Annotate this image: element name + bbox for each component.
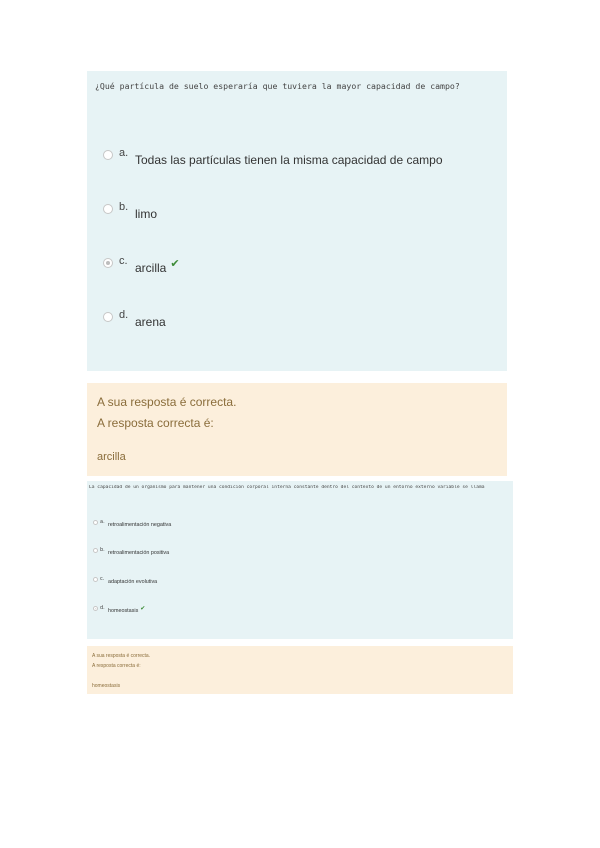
- question-1-option-d[interactable]: [103, 309, 166, 329]
- radio-button-selected[interactable]: [103, 258, 113, 268]
- question-2-text: La capacidad de un organismo para mantener una condición corporal interna constante dentro del contexto de un entorno externo variable se llama: [89, 485, 485, 490]
- option-label: homeostasis: [108, 608, 139, 614]
- option-letter: b.: [119, 201, 129, 213]
- feedback-correct-label: A resposta correcta é:: [97, 416, 214, 430]
- radio-button[interactable]: [103, 150, 113, 160]
- option-letter: a.: [119, 147, 129, 159]
- question-1-text: ¿Qué partícula de suelo esperaría que tuviera la mayor capacidad de campo?: [95, 81, 460, 91]
- question-1-card: [87, 71, 507, 371]
- option-label: arcilla: [135, 261, 167, 275]
- option-letter: c.: [119, 255, 128, 267]
- feedback-correct-label: A resposta correcta é:: [92, 663, 141, 669]
- option-letter: a.: [100, 519, 105, 525]
- feedback-status: A sua resposta é correcta.: [97, 395, 237, 409]
- feedback-status: A sua resposta é correcta.: [92, 653, 151, 659]
- question-2-option-c[interactable]: [93, 576, 157, 585]
- question-1-option-b[interactable]: [103, 201, 157, 221]
- option-label: adaptación evolutiva: [108, 579, 158, 585]
- option-label: retroalimentación negativa: [108, 522, 172, 528]
- radio-button[interactable]: [93, 577, 98, 582]
- question-1-option-a[interactable]: [103, 147, 443, 167]
- question-2-option-a[interactable]: [93, 519, 171, 528]
- option-label: limo: [135, 207, 158, 221]
- radio-button[interactable]: [93, 520, 98, 525]
- option-label: retroalimentación positiva: [108, 550, 170, 556]
- question-1-feedback: [87, 383, 507, 476]
- feedback-correct-answer: homeostasis: [92, 683, 121, 689]
- option-letter: b.: [100, 547, 105, 553]
- radio-button[interactable]: [93, 548, 98, 553]
- radio-button[interactable]: [103, 204, 113, 214]
- question-2-option-b[interactable]: [93, 547, 169, 556]
- question-1-option-c[interactable]: [103, 255, 180, 275]
- radio-button-selected[interactable]: [93, 606, 98, 611]
- feedback-correct-answer: arcilla: [97, 451, 126, 463]
- correct-check-icon: ✔: [170, 257, 180, 270]
- question-2-card: [87, 481, 513, 639]
- option-letter: c.: [100, 576, 105, 582]
- question-2-feedback: [87, 646, 513, 694]
- correct-check-icon: ✔: [140, 605, 146, 612]
- option-letter: d.: [119, 309, 129, 321]
- option-label: arena: [135, 315, 166, 329]
- option-letter: d.: [100, 605, 105, 611]
- question-2-option-d[interactable]: [93, 605, 145, 614]
- option-label: Todas las partículas tienen la misma capacidad de campo: [135, 153, 443, 167]
- radio-button[interactable]: [103, 312, 113, 322]
